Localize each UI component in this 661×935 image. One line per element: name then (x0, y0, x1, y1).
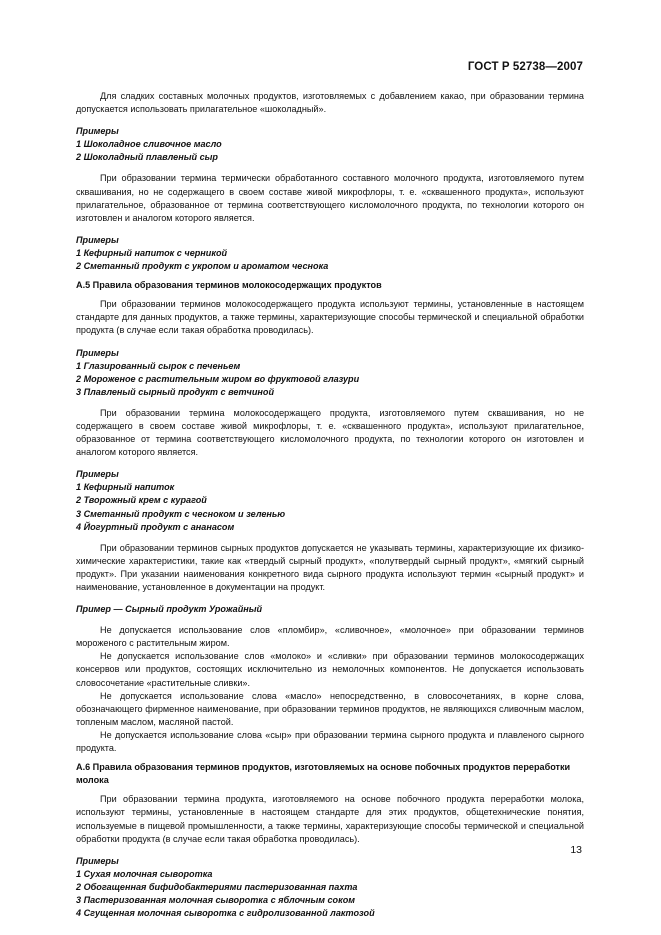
example-item: 2 Сметанный продукт с укропом и ароматом чеснока (76, 261, 329, 272)
example-item: 1 Сухая молочная сыворотка (76, 868, 213, 879)
examples-milk-containing (76, 347, 584, 399)
document-id-header: ГОСТ Р 52738—2007 (467, 61, 583, 73)
example-item: 3 Сметанный продукт с чесноком и зеленью (76, 508, 286, 519)
example-item: 2 Мороженое с растительным жиром во фруктовой глазури (76, 373, 360, 384)
example-item: 1 Кефирный напиток с черникой (76, 247, 228, 258)
section-heading-a5: А.5 Правила образования терминов молокосодержащих продуктов (76, 280, 382, 291)
example-item: 4 Йогуртный продукт с ананасом (76, 521, 235, 532)
paragraph-butter-word: Не допускается использование слова «масло» непосредственно, в словосочетаниях, в корне слова, обозначающего фирменное наименование, при образовании терминов продуктов, не являющихся сливочным маслом, топленым маслом, масляной пастой. (76, 690, 584, 727)
example-cheese-product: Пример — Сырный продукт Урожайный (76, 604, 263, 615)
examples-heading: Примеры (76, 126, 119, 137)
page-body (76, 90, 584, 920)
example-item: 2 Шоколадный плавленый сыр (76, 152, 218, 163)
paragraph-cheese-products: При образовании терминов сырных продуктов допускается не указывать термины, характеризующие их физико-химические характеристики, такие как «твердый сырный продукт», «полутвердый сырный продукт», «мягкий сырный продукт». При указании наименования конкретного вида сырного продукта используют термин «сырный продукт» и наименование, установленное в документации на продукт. (76, 542, 584, 592)
paragraph-byproducts: При образовании термина продукта, изготовляемого на основе побочного продукта переработки молока, используют термины, установленные в настоящем стандарте для этих продуктов, общетехнические понятия, используемые в пищевой промышленности, а также термины, характеризующие способы термической и специальной обработки продукта (в случае если такая обработка проводилась). (76, 794, 584, 844)
paragraph-milk-cream-words: Не допускается использование слов «молоко» и «сливки» при образовании терминов молокосодержащих консервов или продуктов, состоящих исключительно из немолочных компонентов. Не допускается использовать словосочетание «растительные сливки». (76, 651, 584, 688)
examples-heading: Примеры (76, 469, 119, 480)
examples-heading: Примеры (76, 347, 119, 358)
paragraph-cocoa: Для сладких составных молочных продуктов, изготовляемых с добавлением какао, при образовании термина допускается использовать прилагательное «шоколадный». (76, 91, 584, 115)
example-item: 1 Кефирный напиток (76, 482, 175, 493)
paragraph-milk-containing-fermented: При образовании термина молокосодержащего продукта, изготовляемого путем сквашивания, но не содержащего в своем составе живой микрофлоры, т. е. «сквашенного продукта», используют прилагательное, образованное от термина соответствующего кисломолочного продукта, по технологии которого он изготовлен и аналогом которого является. (76, 407, 584, 458)
examples-fermented (76, 234, 584, 273)
paragraph-ice-cream: Не допускается использование слов «пломбир», «сливочное», «молочное» при образовании терминов мороженого с растительным жиром. (76, 625, 584, 649)
examples-heading: Примеры (76, 855, 119, 866)
examples-heading: Примеры (76, 234, 119, 245)
section-heading-a6: А.6 Правила образования терминов продуктов, изготовляемых на основе побочных продуктов переработки молока (76, 762, 571, 786)
page-number: 13 (570, 844, 582, 856)
paragraph-cheese-word: Не допускается использование слова «сыр» при образовании термина сырного продукта и плавленого сырного продукта. (76, 729, 584, 754)
example-item: 2 Обогащенная бифидобактериями пастеризованная пахта (76, 881, 358, 892)
example-item: 1 Шоколадное сливочное масло (76, 139, 222, 150)
example-item: 1 Глазированный сырок с печеньем (76, 360, 241, 371)
example-item: 3 Плавленый сырный продукт с ветчиной (76, 386, 275, 397)
paragraph-fermented-composite: При образовании термина термически обработанного составного молочного продукта, изготовляемого путем сквашивания, но не содержащего в своем составе живой микрофлоры, т. е. «сквашенного продукта», используют прилагательное, образованное от термина соответствующего кисломолочного продукта, по технологии которого он изготовлен и аналогом которого является. (76, 173, 584, 223)
examples-chocolate (76, 125, 584, 164)
example-item: 3 Пастеризованная молочная сыворотка с яблочным соком (76, 894, 356, 905)
examples-byproducts (76, 855, 584, 920)
paragraph-milk-containing: При образовании терминов молокосодержащего продукта используют термины, установленные в настоящем стандарте для данных продуктов, а также термины, характеризующие способы термической и специальной обработки продукта (в случае если такая обработка проводилась). (76, 299, 584, 336)
example-item: 4 Сгущенная молочная сыворотка с гидролизованной лактозой (76, 908, 375, 919)
examples-milk-containing-fermented (76, 468, 584, 533)
example-item: 2 Творожный крем с курагой (76, 495, 207, 506)
